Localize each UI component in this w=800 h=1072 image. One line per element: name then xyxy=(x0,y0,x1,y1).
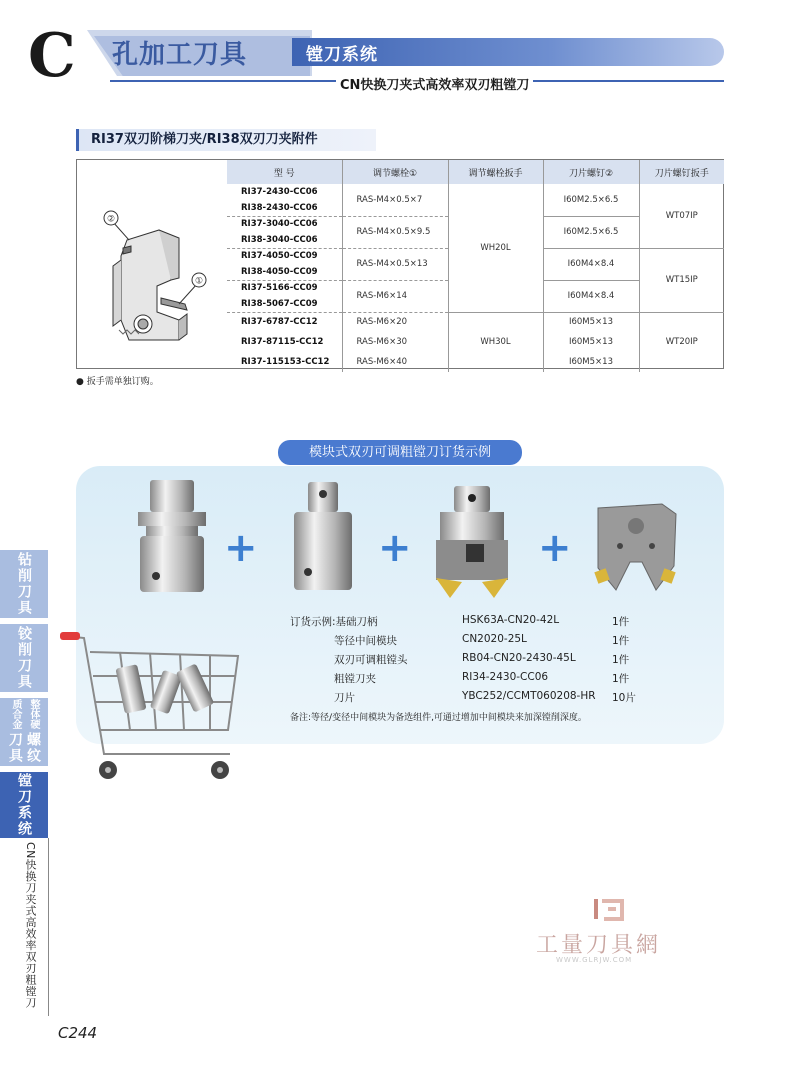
bolt-cell: RAS-M6×40 xyxy=(342,352,448,372)
page-number: C244 xyxy=(58,1024,98,1042)
side-tab-label: 螺纹刀具 xyxy=(7,732,41,765)
table-row xyxy=(227,184,724,200)
table-footnote: ● 扳手需单独订购。 xyxy=(76,377,159,387)
model-cell: RI37-6787-CC12 xyxy=(227,312,342,332)
side-tab-label: 铰削刀具 xyxy=(16,626,32,690)
bolt-cell: RAS-M6×14 xyxy=(342,280,448,312)
boring-head-image xyxy=(432,482,512,598)
order-item-code: RB04-CN20-2430-45L xyxy=(462,652,576,664)
middle-module-image xyxy=(288,476,358,596)
spec-table xyxy=(227,160,724,372)
bolt-cell: RAS-M6×30 xyxy=(342,332,448,352)
order-item-qty: 10片 xyxy=(612,692,636,704)
model-cell: RI38-5067-CC09 xyxy=(241,298,318,309)
screw-cell: I60M4×8.4 xyxy=(543,280,639,312)
page-title: 孔加工刀具 xyxy=(112,40,248,70)
order-item-code: CN2020-25L xyxy=(462,633,527,645)
model-cell: RI37-115153-CC12 xyxy=(241,357,330,367)
callout-1-label: ① xyxy=(194,276,204,287)
bolt-wrench-cell: WH20L xyxy=(448,184,543,312)
bolt-cell: RAS-M6×20 xyxy=(342,312,448,332)
order-item-label: 刀片 xyxy=(334,692,355,704)
table-section-title: RI37双刃阶梯刀夹/RI38双刃刀夹附件 xyxy=(76,129,376,151)
plus-icon: + xyxy=(224,525,258,571)
screw-wrench-cell: WT07IP xyxy=(639,184,724,248)
bolt-cell: RAS-M4×0.5×7 xyxy=(342,184,448,216)
side-tab-reaming[interactable] xyxy=(0,624,48,692)
side-divider xyxy=(48,838,49,1016)
product-line-title: CN快换刀夹式高效率双刃粗镗刀 xyxy=(336,74,533,93)
order-item-qty: 1件 xyxy=(612,616,630,628)
order-item-code: HSK63A-CN20-42L xyxy=(462,614,560,626)
model-cell: RI37-2430-CC06 xyxy=(241,187,318,197)
model-cell: RI37-5166-CC09 xyxy=(227,280,342,296)
bolt-wrench-cell: WH30L xyxy=(448,312,543,372)
screw-wrench-cell: WT20IP xyxy=(639,312,724,372)
screw-cell: I60M5×13 xyxy=(543,332,639,352)
screw-wrench-cell: WT15IP xyxy=(639,248,724,312)
model-cell: RI37-3040-CC06 xyxy=(227,216,342,232)
watermark-text: 工量刀具網 xyxy=(536,933,662,958)
plus-icon: + xyxy=(538,525,572,571)
order-item-code: RI34-2430-CC06 xyxy=(462,671,549,683)
model-cell: RI37-4050-CC09 xyxy=(227,248,342,264)
order-item-label: 基础刀柄 xyxy=(335,616,378,628)
side-product-line: CN快换刀夹式高效率双刃粗镗刀 xyxy=(24,842,37,1009)
table-header-row xyxy=(227,160,724,184)
col-bolt: 调节螺栓① xyxy=(342,160,448,184)
bolt-cell: RAS-M4×0.5×13 xyxy=(342,248,448,280)
shopping-cart-image xyxy=(60,626,250,788)
chapter-letter: C xyxy=(28,21,76,91)
screw-cell: I60M2.5×6.5 xyxy=(543,216,639,248)
col-bolt-wrench: 调节螺栓扳手 xyxy=(448,160,543,184)
side-tab-sublabel: 整体硬质合金 xyxy=(10,699,39,730)
order-item-label: 双刃可调粗镗头 xyxy=(334,654,408,666)
order-note: 备注:等径/变径中间模块为备选组件,可通过增加中间模块来加深镗削深度。 xyxy=(290,713,587,723)
section-subtitle: 镗刀系统 xyxy=(306,45,378,65)
col-model: 型 号 xyxy=(227,160,342,184)
hsk-shank-image xyxy=(132,476,212,596)
side-tab-label: 镗刀系统 xyxy=(16,773,32,837)
table-row xyxy=(227,312,724,332)
screw-cell: I60M5×13 xyxy=(543,352,639,372)
order-item-qty: 1件 xyxy=(612,635,630,647)
tool-holder-diagram xyxy=(99,200,209,350)
order-label: 订货示例: xyxy=(290,616,336,628)
plus-icon: + xyxy=(378,525,412,571)
order-item-qty: 1件 xyxy=(612,673,630,685)
watermark-url: WWW.GLRJW.COM xyxy=(556,956,633,964)
side-tab-boring[interactable] xyxy=(0,772,48,838)
order-item-qty: 1件 xyxy=(612,654,630,666)
side-tab-threading[interactable] xyxy=(0,698,48,766)
col-screw-wrench: 刀片螺钉扳手 xyxy=(639,160,724,184)
spec-table-box xyxy=(76,159,724,369)
model-cell: RI38-3040-CC06 xyxy=(241,234,318,245)
side-tab-label: 钻削刀具 xyxy=(16,552,32,616)
screw-cell: I60M2.5×6.5 xyxy=(543,184,639,216)
model-cell: RI38-4050-CC09 xyxy=(241,266,318,277)
screw-cell: I60M5×13 xyxy=(543,312,639,332)
cartridge-clamp-image xyxy=(592,500,682,596)
order-example-title: 模块式双刃可调粗镗刀订货示例 xyxy=(278,440,522,465)
callout-2-label: ② xyxy=(106,214,116,225)
order-item-label: 粗镗刀夹 xyxy=(334,673,376,685)
model-cell: RI38-2430-CC06 xyxy=(241,202,318,213)
screw-cell: I60M4×8.4 xyxy=(543,248,639,280)
side-tab-drilling[interactable] xyxy=(0,550,48,618)
model-cell: RI37-87115-CC12 xyxy=(241,337,324,347)
cart-handle-icon xyxy=(60,632,80,640)
bolt-cell: RAS-M4×0.5×9.5 xyxy=(342,216,448,248)
order-item-label: 等径中间模块 xyxy=(334,635,397,647)
col-screw: 刀片螺钉② xyxy=(543,160,639,184)
order-item-code: YBC252/CCMT060208-HR xyxy=(462,690,596,702)
